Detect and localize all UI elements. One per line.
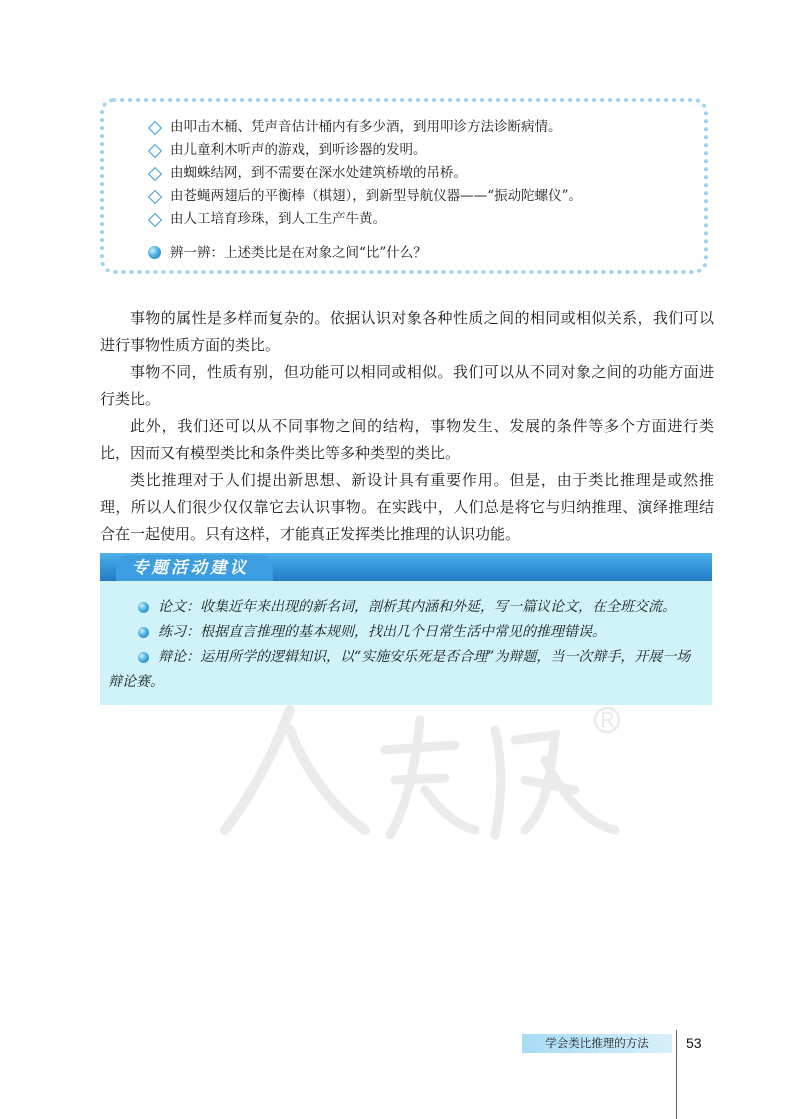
discussion-question-text: 辨一辨：上述类比是在对象之间“比”什么？ [170,245,427,261]
diamond-bullet-icon [148,167,162,181]
activity-item [108,645,704,695]
example-item-text: 由叩击木桶、凭声音估计桶内有多少酒，到用叩诊方法诊断病情。 [170,119,562,135]
diamond-bullet-icon [148,190,162,204]
example-item-text: 由人工培育珍珠，到人工生产牛黄。 [170,211,386,227]
activity-item-text: 论文：收集近年来出现的新名词，剖析其内涵和外延，写一篇议论文，在全班交流。 [158,599,676,615]
example-item-text: 由蜘蛛结网，到不需要在深水处建筑桥墩的吊桥。 [170,165,467,181]
paragraph: 事物的属性是多样而复杂的。依据认识对象各种性质之间的相同或相似关系，我们可以进行事物性质方面的类比。 [100,309,714,354]
example-item [148,162,682,185]
footer-section-bar [522,1034,672,1053]
activity-item-text: 辩论：运用所学的逻辑知识，以“实施安乐死是否合理”为辩题，当一次辩手，开展一场辩论赛。 [108,649,691,690]
activity-item [108,595,704,620]
example-item [148,116,682,139]
diamond-bullet-icon [148,213,162,227]
ball-bullet-icon [138,602,149,613]
activity-item [108,620,704,645]
page-number: 53 [686,1035,702,1051]
paragraph: 此外，我们还可以从不同事物之间的结构，事物发生、发展的条件等多个方面进行类比，因而又有模型类比和条件类比等多种类型的类比。 [100,417,714,462]
activity-title: 专题活动建议 [116,555,273,581]
paragraph: 事物不同，性质有别，但功能可以相同或相似。我们可以从不同对象之间的功能方面进行类比。 [100,363,714,408]
ball-bullet-icon [138,652,149,663]
ball-bullet-icon [148,246,161,259]
example-item [148,208,682,231]
activity-item-text: 练习：根据直言推理的基本规则，找出几个日常生活中常见的推理错误。 [158,624,606,640]
diamond-bullet-icon [148,121,162,135]
activity-list [108,595,704,695]
example-item-text: 由苍蝇两翅后的平衡棒（棋翅），到新型导航仪器——“振动陀螺仪”。 [170,188,583,204]
example-item [148,185,682,208]
activity-box [100,553,712,705]
publisher-watermark [195,690,635,850]
paragraph: 类比推理对于人们提出新思想、新设计具有重要作用。但是，由于类比推理是或然推理，所以人们很少仅仅靠它去认识事物。在实践中，人们总是将它与归纳推理、演绎推理结合在一起使用。只有这样，才能真正发挥类比推理的认识功能。 [100,471,714,543]
footer-divider [676,1030,677,1119]
example-item [148,139,682,162]
body-text [100,305,714,548]
footer-section-title: 学会类比推理的方法 [545,1036,649,1050]
ball-bullet-icon [138,627,149,638]
activity-header [100,553,712,581]
example-item-text: 由儿童利木听声的游戏，到听诊器的发明。 [170,142,427,158]
example-box [100,98,708,274]
diamond-bullet-icon [148,144,162,158]
discussion-question [148,242,682,264]
